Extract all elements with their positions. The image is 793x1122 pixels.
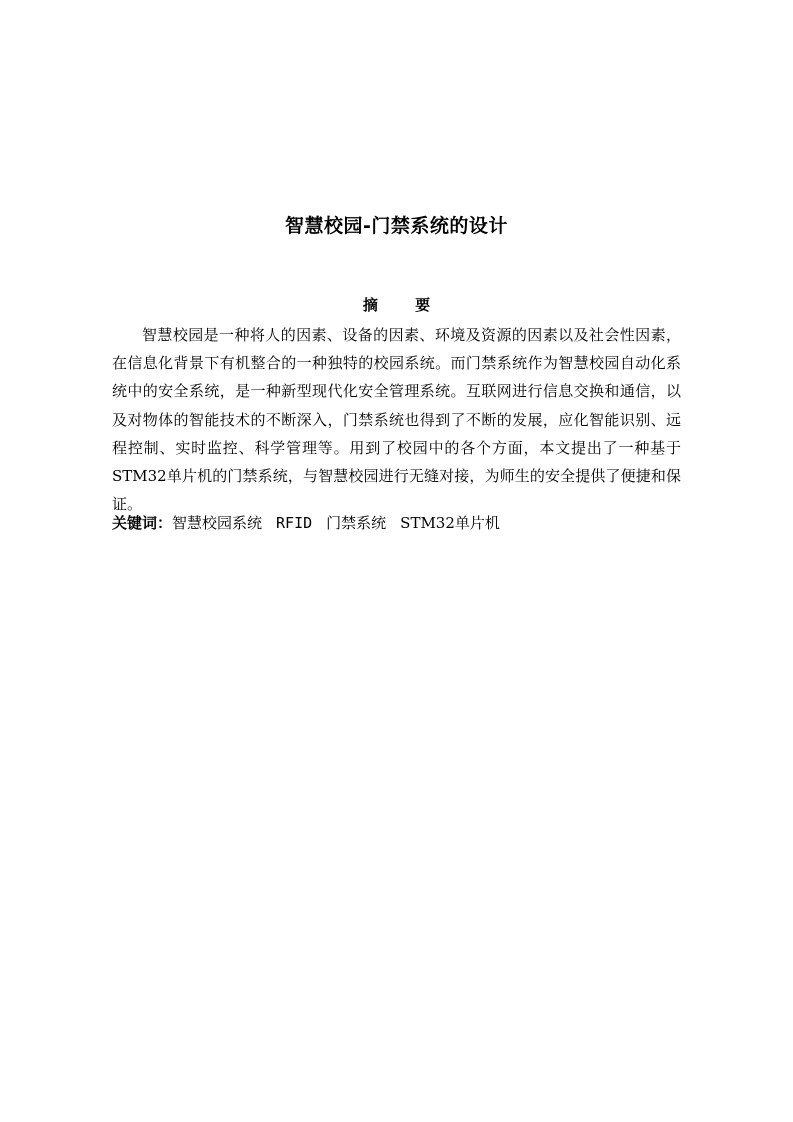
keywords-label: 关键词：	[112, 514, 173, 532]
document-title: 智慧校园-门禁系统的设计	[285, 215, 508, 237]
abstract-body: 智慧校园是一种将人的因素、设备的因素、环境及资源的因素以及社会性因素，在信息化背景下有机整合的一种独特的校园系统。而门禁系统作为智慧校园自动化系统中的安全系统，是一种新型现代化安全管理系统。互联网进行信息交换和通信，以及对物体的智能技术的不断深入，门禁系统也得到了不断的发展，应化智能识别、远程控制、实时监控、科学管理等。用到了校园中的各个方面，本文提出了一种基于STM32单片机的门禁系统，与智慧校园进行无缝对接，为师生的安全提供了便捷和保证。	[112, 326, 681, 514]
abstract-heading: 摘 要	[362, 296, 447, 314]
keyword-item: 智慧校园系统	[172, 514, 263, 532]
keyword-item: RFID	[276, 514, 313, 532]
keywords-line	[112, 511, 681, 535]
keyword-item: STM32单片机	[400, 514, 500, 532]
keyword-item: 门禁系统	[326, 514, 387, 532]
